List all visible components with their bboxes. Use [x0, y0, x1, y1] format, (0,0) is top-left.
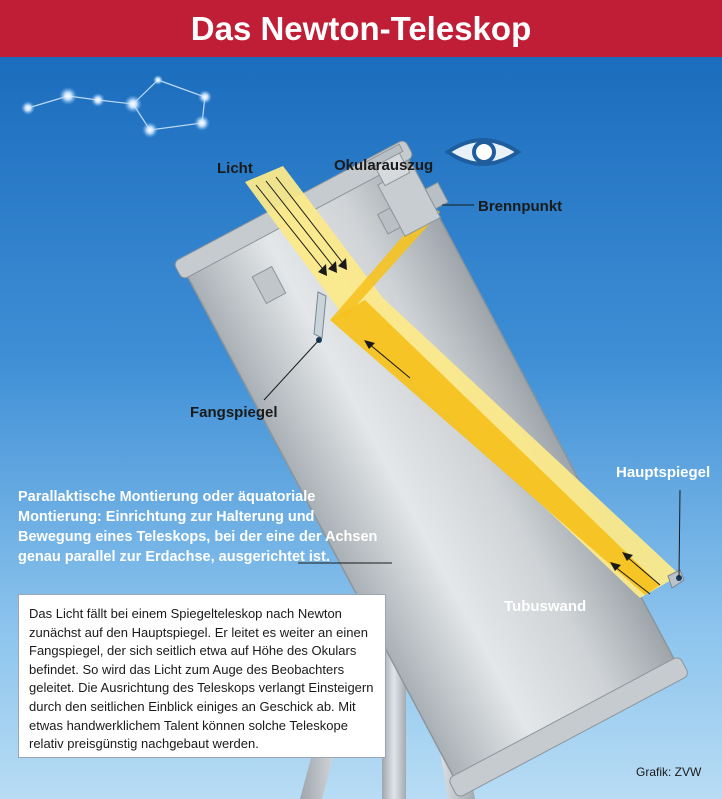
- stars: [21, 75, 212, 138]
- label-tubuswand: Tubuswand: [504, 598, 587, 615]
- credit: Grafik: ZVW: [636, 765, 702, 779]
- info-text: Das Licht fällt bei einem Spiegelteleskop nach Newton zunächst auf den Hauptspiegel. Er leitet es weiter an einen Fangspiegel, der sich seitlich etwa auf Höhe des Okulars befindet. So wird das Licht zum Auge des Beobachters geleitet. Die Ausrichtung des Teleskops verlangt Einsteigern durch den seitlichen Einblick einiges an Geschick ab. Mit etwas handwerklichem Talent können solche Teleskope relativ preisgünstig nachgebaut werden.: [29, 606, 374, 752]
- label-okularauszug: Okularauszug: [334, 157, 434, 174]
- eye-icon: [448, 140, 518, 164]
- page-title: Das Newton-Teleskop: [0, 0, 722, 57]
- constellation: [28, 80, 205, 130]
- label-brennpunkt: Brennpunkt: [478, 198, 563, 215]
- label-licht: Licht: [217, 160, 253, 177]
- label-fangspiegel: Fangspiegel: [190, 404, 278, 421]
- mount-description: Parallaktische Montierung oder äquatoriale Montierung: Einrichtung zur Halterung und Bewegung eines Teleskops, bei der eine der Achsen genau parallel zur Erdachse, ausgerichtet ist.: [18, 489, 378, 565]
- info-box: [18, 594, 386, 758]
- label-hauptspiegel: Hauptspiegel: [616, 464, 711, 481]
